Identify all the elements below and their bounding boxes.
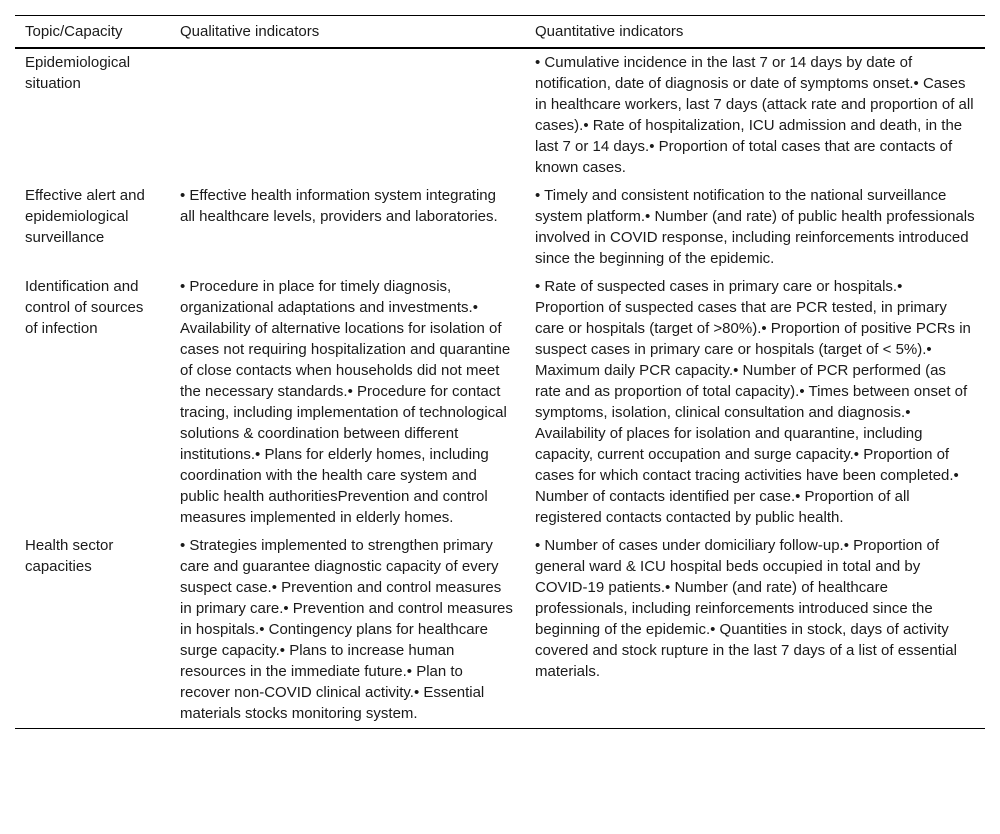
topic-cell <box>15 182 170 273</box>
quantitative-text: • Number of cases under domiciliary follow-up.• Proportion of general ward & ICU hospital beds occupied in total and by COVID-19 patients.• Number (and rate) of healthcare professionals, including reinforcements introduced since the beginning of the epidemic.• Quantities in stock, days of activity covered and stock rupture in the last 7 days of a list of essential materials. <box>535 537 957 680</box>
header-quantitative-indicators: Quantitative indicators <box>535 23 684 40</box>
table-row <box>15 273 985 532</box>
table-header <box>15 16 985 49</box>
quantitative-text: • Timely and consistent notification to the national surveillance system platform.• Number (and rate) of public health professionals involved in COVID response, including reinforcements introduced since the beginning of the epidemic. <box>535 187 975 267</box>
topic-text: Identification and control of sources of infection <box>25 278 144 337</box>
indicators-table <box>15 15 985 729</box>
quantitative-cell <box>525 273 985 532</box>
topic-cell <box>15 273 170 532</box>
topic-cell <box>15 48 170 182</box>
indicators-table-container <box>15 15 985 729</box>
qualitative-text: • Effective health information system integrating all healthcare levels, providers and laboratories. <box>180 187 498 225</box>
qualitative-cell <box>170 273 525 532</box>
qualitative-text: • Procedure in place for timely diagnosis, organizational adaptations and investments.• Availability of alternative locations for isolation of cases not requiring hospitalization and quarantine of close contacts when households did not meet the necessary standards.• Procedure for contact tracing, including implementation of technological solutions & coordination between different institutions.• Plans for elderly homes, including coordination with the health care system and public health authoritiesPrevention and control measures implemented in elderly homes. <box>180 278 511 526</box>
table-row <box>15 532 985 729</box>
header-qualitative-indicators: Qualitative indicators <box>180 23 320 40</box>
table-row <box>15 182 985 273</box>
qualitative-cell <box>170 532 525 729</box>
quantitative-cell <box>525 48 985 182</box>
qualitative-cell <box>170 182 525 273</box>
table-body <box>15 48 985 729</box>
topic-text: Epidemiological situation <box>25 54 131 92</box>
quantitative-cell <box>525 182 985 273</box>
quantitative-text: • Cumulative incidence in the last 7 or 14 days by date of notification, date of diagnosis or date of symptoms onset.• Cases in healthcare workers, last 7 days (attack rate and proportion of all cases).• Rate of hospitalization, ICU admission and death, in the last 7 or 14 days.• Proportion of total cases that are contacts of known cases. <box>535 54 974 176</box>
qualitative-cell <box>170 48 525 182</box>
topic-text: Effective alert and epidemiological surveillance <box>25 187 145 246</box>
header-topic-capacity: Topic/Capacity <box>25 23 123 40</box>
quantitative-text: • Rate of suspected cases in primary care or hospitals.• Proportion of suspected cases that are PCR tested, in primary care or hospitals (target of >80%).• Proportion of positive PCRs in suspect cases in primary care or hospitals (target of < 5%).• Maximum daily PCR capacity.• Number of PCR performed (as rate and as proportion of total capacity).• Times between onset of symptoms, isolation, clinical consultation and diagnosis.• Availability of places for isolation and quarantine, including capacity, current occupation and surge capacity.• Proportion of cases for which contact tracing activities have been completed.• Number of contacts identified per case.• Proportion of all registered contacts contacted by public health. <box>535 278 971 526</box>
topic-text: Health sector capacities <box>25 537 114 575</box>
table-row <box>15 48 985 182</box>
header-row <box>15 16 985 49</box>
topic-cell <box>15 532 170 729</box>
qualitative-text: • Strategies implemented to strengthen primary care and guarantee diagnostic capacity of every suspect case.• Prevention and control measures in primary care.• Prevention and control measures in hospitals.• Contingency plans for healthcare surge capacity.• Plans to increase human resources in the immediate future.• Plan to recover non-COVID clinical activity.• Essential materials stocks monitoring system. <box>180 537 513 722</box>
quantitative-cell <box>525 532 985 729</box>
